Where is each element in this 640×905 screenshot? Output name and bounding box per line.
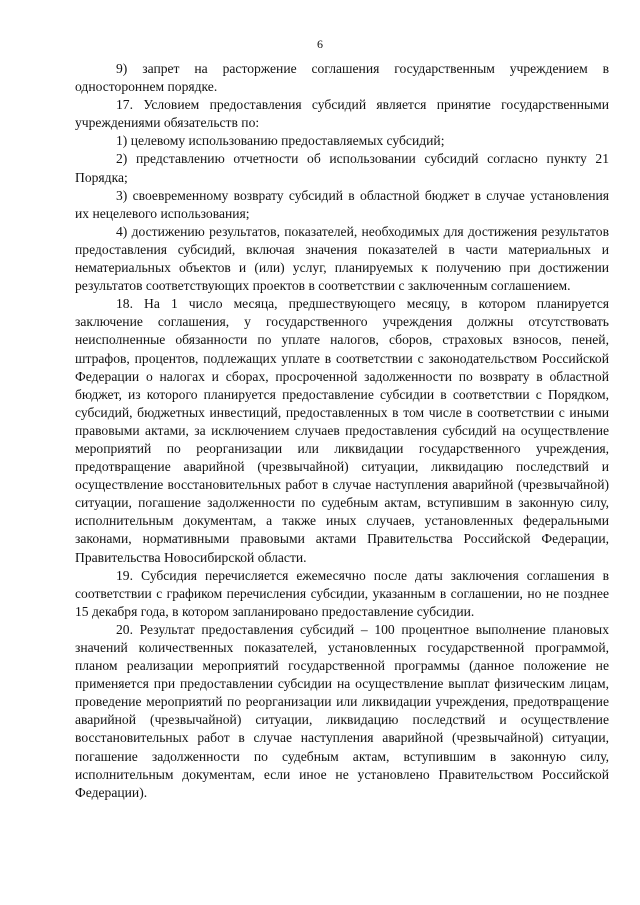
paragraph-clause-19: 19. Субсидия перечисляется ежемесячно после даты заключения соглашения в соответствии с графиком перечисления субсидии, указанным в соглашении, но не позднее 15 декабря года, в котором запланировано предоставление субсидии. (75, 567, 609, 619)
paragraph-item-9: 9) запрет на расторжение соглашения государственным учреждением в одностороннем порядке. (75, 61, 609, 95)
paragraph-item-2: 2) представлению отчетности об использовании субсидий согласно пункту 21 Порядка; (75, 151, 609, 185)
paragraph-clause-18: 18. На 1 число месяца, предшествующего месяцу, в котором планируется заключение соглашения, у государственного учреждения должны отсутствовать неисполненные обязанности по уплате налогов, сборов, страховых взносов, пеней, штрафов, процентов, подлежащих уплате в соответствии с законодательством Российской Федерации о налогах и сборах, просроченной задолженности по возврату в областной бюджет, из которого планируется предоставление субсидии в соответствии с Порядком, субсидий, бюджетных инвестиций, предоставленных в том числе в соответствии с иными правовыми актами, за исключением случаев предоставления субсидий на осуществление мероприятий по реорганизации или ликвидации государственного учреждения, предотвращение аварийной (чрезвычайной) ситуации, ликвидацию последствий и осуществление восстановительных работ в случае наступления аварийной (чрезвычайной) ситуации, погашение задолженности по судебным актам, вступившим в законную силу, исполнительным документам, а также иных случаев, установленных федеральными законами, нормативными правовыми актами Правительства Российской Федерации, Правительства Новосибирской области. (75, 296, 609, 565)
paragraph-clause-20: 20. Результат предоставления субсидий – 100 процентное выполнение плановых значений количественных показателей, установленных государственной программой, планом реализации мероприятий государственной программы (данное положение не применяется при предоставлении субсидии на осуществление выплат физическим лицам, проведение мероприятий по реорганизации или ликвидации учреждения, предотвращение аварийной (чрезвычайной) ситуации, ликвидацию последствий и осуществление восстановительных работ в случае наступления аварийной (чрезвычайной) ситуации, погашение задолженности по судебным актам, вступившим в законную силу, исполнительным документам, если иное не установлено Правительством Российской Федерации). (75, 621, 609, 800)
page-number: 6 (317, 37, 323, 51)
paragraph-item-4: 4) достижению результатов, показателей, необходимых для достижения результатов предоставления субсидий, включая значения показателей в части материальных и нематериальных объектов и (или) услуг, планируемых к получению при достижении результатов соответствующих проектов в соответствии с заключенным соглашением. (75, 223, 609, 294)
document-body (75, 60, 609, 802)
paragraph-item-3: 3) своевременному возврату субсидий в областной бюджет в случае установления их нецелевого использования; (75, 187, 609, 221)
paragraph-item-1: 1) целевому использованию предоставляемых субсидий; (116, 133, 445, 149)
paragraph-clause-17: 17. Условием предоставления субсидий является принятие государственными учреждениями обязательств по: (75, 97, 609, 131)
